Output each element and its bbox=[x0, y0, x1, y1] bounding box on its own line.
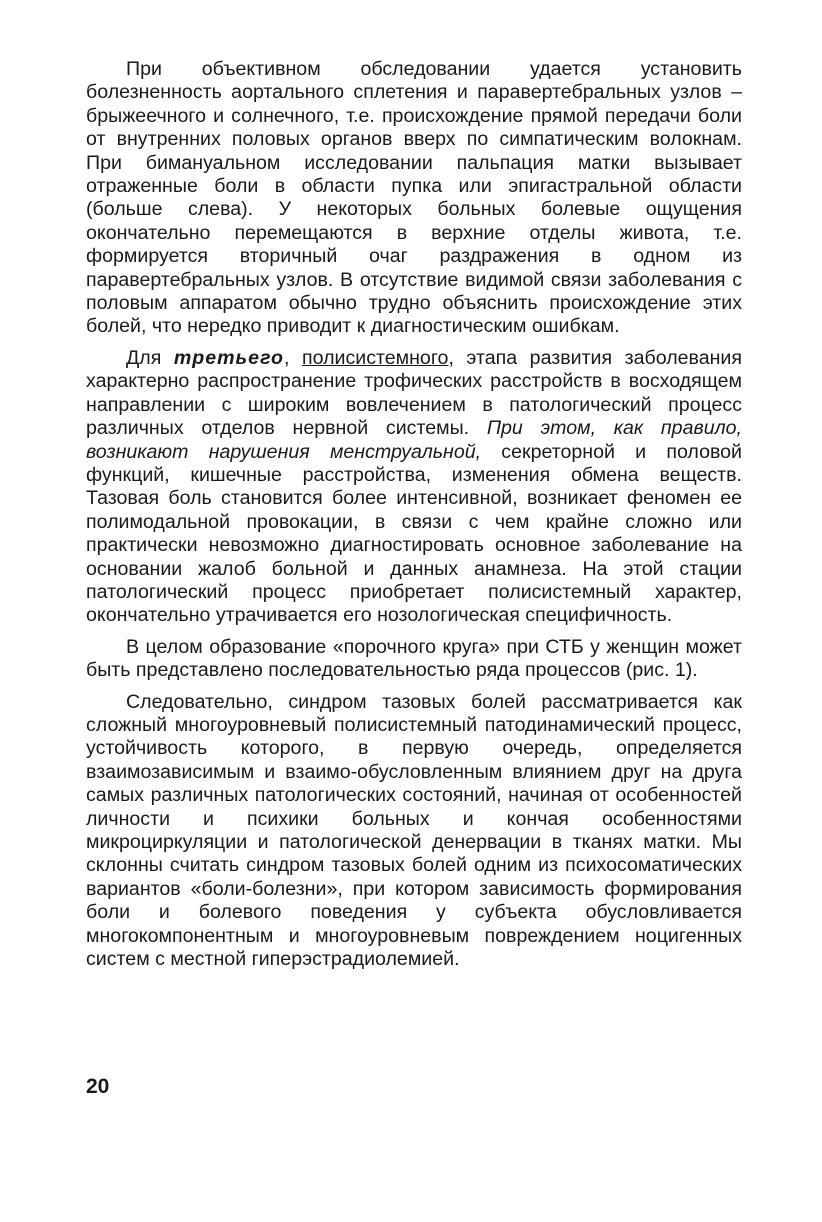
paragraph-2-text-1: , этапа развития заболевания характерно распространение трофических расстройств в восходящем направлении с широким вовлечением в патологический процесс различных отделов нервной системы. bbox=[86, 346, 742, 440]
paragraph-2-italic-text: При этом, как правило, возникают нарушения менструальной, bbox=[86, 417, 742, 463]
paragraph-2-text-2: секреторной и половой функций, кишечные расстройства, изменения обмена веществ. Тазовая боль становится более интенсивной, возникает феномен ее полимодальной провокации, в связи с чем крайне сложно или практически невозможно диагностировать основное заболевание на основании жалоб больной и данных анамнеза. На этой стации патологический процесс приобретает полисистемный характер, окончательно утрачивается его нозологическая специфичность. bbox=[86, 440, 742, 627]
paragraph-4: Следовательно, синдром тазовых болей рассматривается как сложный многоуровневый полисистемный патодинамический процесс, устойчивость которого, в первую очередь, определяется взаимозависимым и взаимо-обусловленным влиянием друг на друга самых различных патологических состояний, начиная от особенностей личности и психики больных и кончая особенностями микроциркуляции и патологической денервации в тканях матки. Мы склонны считать синдром тазовых болей одним из психосоматических вариантов «боли-болезни», при котором зависимость формирования боли и болевого поведения у субъекта обусловливается многокомпонентным и многоуровневым повреждением ноцигенных систем с местной гиперэстрадиолемией. bbox=[86, 690, 742, 971]
page-body bbox=[86, 58, 742, 979]
paragraph-3: В целом образование «порочного круга» при СТБ у женщин может быть представлено последовательностью ряда процессов (рис. 1). bbox=[86, 635, 742, 682]
page-number: 20 bbox=[86, 1075, 110, 1098]
paragraph-2-lead: Для bbox=[126, 346, 174, 369]
paragraph-2-underlined-term: полисистемного bbox=[302, 346, 449, 369]
paragraph-2 bbox=[86, 347, 742, 628]
paragraph-1: При объективном обследовании удается установить болезненность аортального сплетения и паравертебральных узлов – брыжеечного и солнечного, т.е. происхождение прямой передачи боли от внутренних половых органов вверх по симпатическим волокнам. При бимануальном исследовании пальпация матки вызывает отраженные боли в области пупка или эпигастральной области (больше слева). У некоторых больных болевые ощущения окончательно перемещаются в верхние отделы живота, т.е. формируется вторичный очаг раздражения в одном из паравертебральных узлов. В отсутствие видимой связи заболевания с половым аппаратом обычно трудно объяснить происхождение этих болей, что нередко приводит к диагностическим ошибкам. bbox=[86, 58, 742, 338]
paragraph-2-emphasis-third: третьего bbox=[173, 346, 285, 369]
paragraph-2-comma: , bbox=[284, 346, 302, 369]
